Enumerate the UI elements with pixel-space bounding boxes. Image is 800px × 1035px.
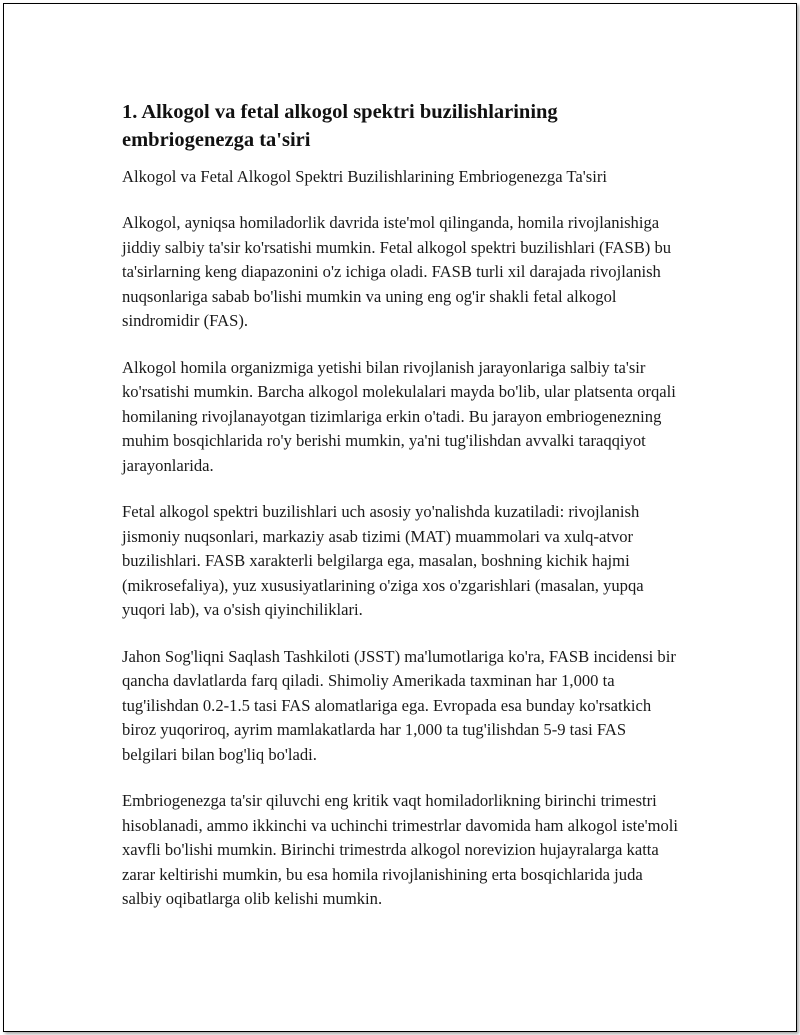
paragraph-4: Jahon Sog'liqni Saqlash Tashkiloti (JSST) ma'lumotlariga ko'ra, FASB incidensi bir qancha davlatlarda farq qiladi. Shimoliy Amerikada taxminan har 1,000 ta tug'ilishdan 0.2-1.5 tasi FAS alomatlariga ega. Evropada esa bunday ko'rsatkich biroz yuqoriroq, ayrim mamlakatlarda har 1,000 ta tug'ilishdan 5-9 tasi FAS belgilari bilan bog'liq bo'ladi. [122,646,676,764]
document-body [122,98,682,912]
paragraph-1: Alkogol, ayniqsa homiladorlik davrida iste'mol qilinganda, homila rivojlanishiga jiddiy salbiy ta'sir ko'rsatishi mumkin. Fetal alkogol spektri buzilishlari (FASB) bu ta'sirlarning keng diapazonini o'z ichiga oladi. FASB turli xil darajada rivojlanish nuqsonlariga sabab bo'lishi mumkin va uning eng og'ir shakli fetal alkogol sindromidir (FAS). [122,213,672,330]
page [3,3,797,1032]
paragraph-3: Fetal alkogol spektri buzilishlari uch asosiy yo'nalishda kuzatiladi: rivojlanish jismoniy nuqsonlari, markaziy asab tizimi (MAT) muammolari va xulq-atvor buzilishlari. FASB xarakterli belgilarga ega, masalan, boshning kichik hajmi (mikrosefaliya), yuz xususiyatlarining o'ziga xos o'zgarishlari (masalan, yupqa yuqori lab), va o'sish qiyinchiliklari. [122,502,644,619]
paragraph-2: Alkogol homila organizmiga yetishi bilan rivojlanish jarayonlariga salbiy ta'sir ko'rsatishi mumkin. Barcha alkogol molekulalari mayda bo'lib, ular platsenta orqali homilaning rivojlanayotgan tizimlariga erkin o'tadi. Bu jarayon embriogenezning muhim bosqichlarida ro'y berishi mumkin, ya'ni tug'ilishdan avvalki taraqqiyot jarayonlarida. [122,357,676,475]
section-subtitle: Alkogol va Fetal Alkogol Spektri Buzilishlarining Embriogenezga Ta'siri [122,167,607,186]
paragraph-5: Embriogenezga ta'sir qiluvchi eng kritik vaqt homiladorlikning birinchi trimestri hisoblanadi, ammo ikkinchi va uchinchi trimestrlar davomida ham alkogol iste'moli xavfli bo'lishi mumkin. Birinchi trimestrda alkogol norevizion hujayralarga katta zarar keltirishi mumkin, bu esa homila rivojlanishining erta bosqichlarida juda salbiy oqibatlarga olib kelishi mumkin. [122,791,678,908]
section-heading: 1. Alkogol va fetal alkogol spektri buzilishlarining embriogenezga ta'siri [122,101,558,151]
